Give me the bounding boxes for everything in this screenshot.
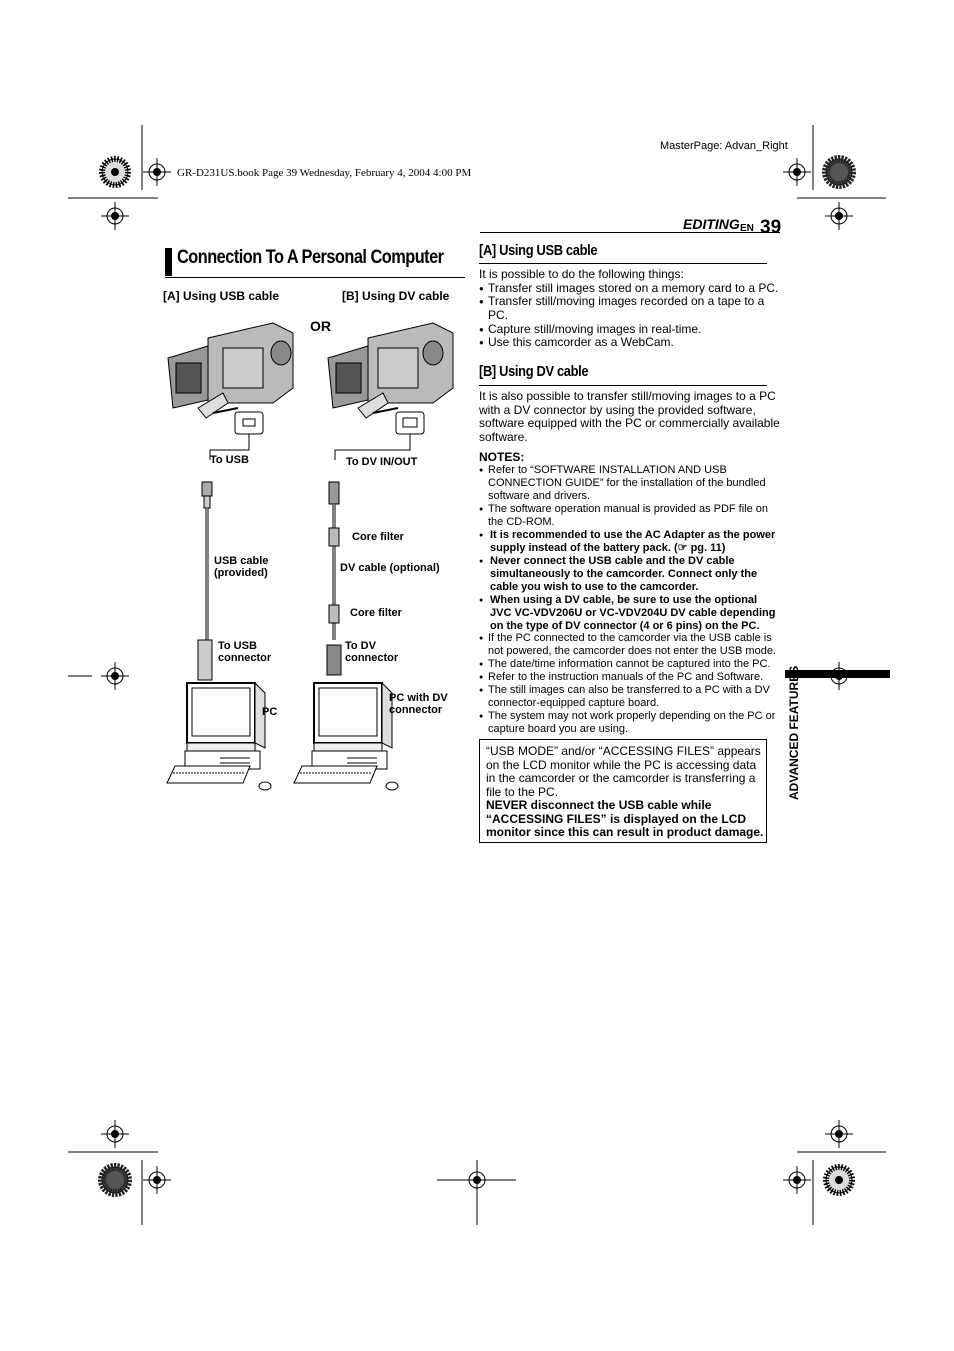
crosshair-icon <box>783 158 811 186</box>
masterpage-label: MasterPage: Advan_Right <box>660 140 788 152</box>
section-label: EDITING <box>683 216 740 232</box>
section-a-rule <box>479 263 767 264</box>
notes-heading: NOTES: <box>479 450 525 464</box>
list-item: ● Capture still/moving images in real-time. <box>479 323 788 337</box>
label-b-using-dv: [B] Using DV cable <box>342 289 450 303</box>
note-item: ● The date/time information cannot be captured into the PC. <box>479 658 788 671</box>
star-target-icon <box>102 159 128 185</box>
page-number: 39 <box>760 217 782 238</box>
section-b-body: It is also possible to transfer still/moving images to a PC with a DV connector by using the provided software, software equipped with the PC or commercially available software. <box>479 389 780 444</box>
warning-normal-text: “USB MODE” and/or “ACCESSING FILES” appears on the LCD monitor while the PC is accessing data in the camcorder or the camcorder is transferring a file to the PC. <box>486 744 761 799</box>
to-dv-connector-label: To DV connector <box>345 640 399 664</box>
note-item: ● The still images can also be transferred to a PC with a DV connector-equipped capture board. <box>479 684 778 710</box>
crosshair-icon <box>101 1120 129 1148</box>
label-a-using-usb: [A] Using USB cable <box>163 289 280 303</box>
note-item: ● It is recommended to use the AC Adapter as the power supply instead of the battery pack. (☞ pg. 11) <box>479 529 780 555</box>
note-item: ● When using a DV cable, be sure to use the optional JVC VC-VDV206U or VC-VDV204U DV cable depending on the type of DV connector (4 or 6 pins) on the PC. <box>479 594 780 633</box>
note-item: ● Refer to “SOFTWARE INSTALLATION AND USB CONNECTION GUIDE” for the installation of the bundled software and drivers. <box>479 464 773 503</box>
language-label: EN <box>740 223 754 234</box>
note-item: ● The system may not work properly depending on the PC or capture board you are using. <box>479 710 788 736</box>
section-a-heading: [A] Using USB cable <box>479 242 598 259</box>
or-label: OR <box>310 318 331 334</box>
note-item: ● The software operation manual is provided as PDF file on the CD-ROM. <box>479 503 778 529</box>
section-a-intro: It is possible to do the following things: <box>479 267 684 281</box>
crosshair-icon <box>143 1166 171 1194</box>
crosshair-icon <box>825 202 853 230</box>
pc-label: PC <box>262 706 278 718</box>
note-item: ● Refer to the instruction manuals of the PC and Software. <box>479 671 788 684</box>
to-usb-connector-label: To USB connector <box>218 640 272 664</box>
core-filter-label: Core filter <box>352 531 404 543</box>
warning-text <box>486 745 766 840</box>
star-target-icon <box>826 1167 852 1193</box>
camcorder-b-icon <box>328 323 453 418</box>
crosshair-icon <box>101 662 129 690</box>
book-info: GR-D231US.book Page 39 Wednesday, February 4, 2004 4:00 PM <box>177 167 472 179</box>
section-b-heading: [B] Using DV cable <box>479 363 589 380</box>
page-title: Connection To A Personal Computer <box>177 247 444 268</box>
title-rule <box>165 277 465 278</box>
section-b-rule <box>479 385 767 386</box>
crosshair-icon <box>101 202 129 230</box>
note-item: ● If the PC connected to the camcorder via the USB cable is not powered, the camcorder does not enter the USB mode. <box>479 632 788 658</box>
warning-bold-text: NEVER disconnect the USB cable while “ACCESSING FILES” is displayed on the LCD monitor since this can result in product damage. <box>486 798 764 839</box>
list-item: ● Transfer still/moving images recorded on a tape to a PC. <box>479 295 778 322</box>
pc-icon <box>167 683 271 790</box>
side-tab-label: ADVANCED FEATURES <box>787 665 801 800</box>
list-item: ● Transfer still images stored on a memory card to a PC. <box>479 282 788 296</box>
usb-cable-label: USB cable (provided) <box>214 555 269 579</box>
title-bar <box>165 248 172 276</box>
color-target-icon <box>826 159 852 185</box>
to-dv-inout-label: To DV IN/OUT <box>346 456 418 468</box>
crosshair-icon <box>825 1120 853 1148</box>
camcorder-a-icon <box>168 323 293 418</box>
dv-cable-label: DV cable (optional) <box>340 562 440 574</box>
pc-with-dv-icon <box>294 683 398 790</box>
dv-port-icon <box>396 412 424 434</box>
list-item: ● Use this camcorder as a WebCam. <box>479 336 788 350</box>
pc-with-dv-label: PC with DV connector <box>389 692 448 716</box>
to-usb-label: To USB <box>210 454 249 466</box>
crosshair-icon <box>143 158 171 186</box>
header-rule <box>480 232 780 233</box>
core-filter-label: Core filter <box>350 607 402 619</box>
crosshair-icon <box>783 1166 811 1194</box>
warning-box <box>479 739 767 843</box>
color-target-icon <box>102 1167 128 1193</box>
note-item: ● Never connect the USB cable and the DV cable simultaneously to the camcorder. Connect only the cable you wish to use to the camcorder. <box>479 555 780 594</box>
usb-port-icon <box>235 412 263 434</box>
